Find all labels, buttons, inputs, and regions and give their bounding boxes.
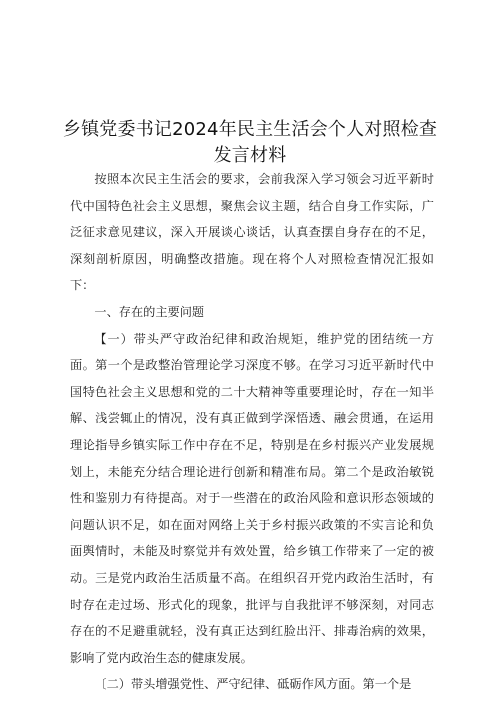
document-title bbox=[0, 117, 500, 169]
section-heading-1: 一、存在的主要问题 bbox=[94, 304, 205, 319]
document-body bbox=[70, 166, 434, 698]
title-line-1: 乡镇党委书记2024年民主生活会个人对照检查 bbox=[62, 119, 438, 140]
section-1-paragraph: 【一）带头严守政治纪律和政治规矩，维护党的团结统一方面。第一个是政整治管理论学习深度不够。在学习习近平新时代中国特色社会主义思想和党的二十大精神等重要理论时，存在一知半解、浅尝辄止的情况，没有真正做到学深悟透、融会贯通，在运用理论指导乡镇实际工作中存在不足，特别是在乡村振兴产业发展规划上，未能充分结合理论进行创新和精准布局。第二个是政治敏锐性和鉴别力有待提高。对于一些潜在的政治风险和意识形态领域的问题认识不足，如在面对网络上关于乡村振兴政策的不实言论和负面舆情时，未能及时察觉并有效处置，给乡镇工作带来了一定的被动。三是党内政治生活质量不高。在组织召开党内政治生活时，有时存在走过场、形式化的现象，批评与自我批评不够深刻，对同志存在的不足避重就轻，没有真正达到红脸出汗、排毒治病的效果，影响了党内政治生态的健康发展。 bbox=[70, 331, 434, 665]
title-line-2: 发言材料 bbox=[213, 145, 287, 166]
section-2-paragraph: 〔二）带头增强党性、严守纪律、砥砺作风方面。第一个是 bbox=[94, 677, 412, 692]
intro-paragraph: 按照本次民主生活会的要求，会前我深入学习领会习近平新时代中国特色社会主义思想，聚焦会议主题，结合自身工作实际，广泛征求意见建议，深入开展谈心谈话，认真查摆自身存在的不足，深刻剖析原因，明确整改措施。现在将个人对照检查情况汇报如下： bbox=[70, 172, 434, 293]
